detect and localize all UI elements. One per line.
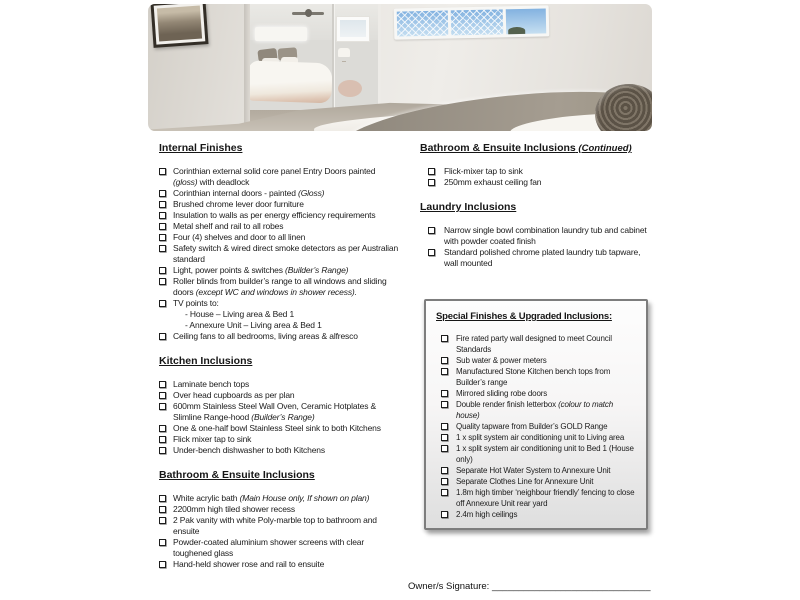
checklist-item <box>159 199 399 210</box>
checklist-item <box>436 399 638 421</box>
item-text: Fire rated party wall designed to meet Council Standards <box>456 334 612 354</box>
signature-line: ______________________________ <box>491 581 651 592</box>
checklist-item <box>159 493 399 504</box>
item-text: Standard polished chrome plated laundry tub tapware, wall mounted <box>444 247 641 268</box>
checklist-item <box>159 331 399 342</box>
checklist-item <box>420 247 656 269</box>
checkbox-icon <box>441 467 448 474</box>
checklist-item <box>436 476 638 487</box>
checkbox-icon <box>159 267 166 274</box>
checklist-item <box>436 509 638 520</box>
checkbox-icon <box>159 561 166 568</box>
section-heading: Bathroom & Ensuite Inclusions <box>159 469 315 481</box>
photo-mirror-panel-divider <box>332 4 334 125</box>
photo-picture-mat <box>154 4 206 45</box>
checklist-item <box>159 559 399 570</box>
section-laundry-inclusions <box>420 201 656 269</box>
checklist-item <box>159 188 399 199</box>
section-internal-finishes <box>159 142 399 342</box>
item-text: Powder-coated aluminium shower screens with clear toughened glass <box>173 537 365 558</box>
checkbox-icon <box>441 401 448 408</box>
signature-row <box>408 581 650 592</box>
checkbox-icon <box>441 368 448 375</box>
checkbox-icon <box>441 489 448 496</box>
checkbox-icon <box>428 227 435 234</box>
checklist-item <box>436 355 638 366</box>
checklist-item <box>436 487 638 509</box>
checklist-item <box>159 401 399 423</box>
item-text: 2200mm high tiled shower recess <box>173 504 295 514</box>
photo-high-window <box>394 5 550 39</box>
special-inclusions-box <box>424 299 648 530</box>
bedroom-photo <box>148 4 652 131</box>
item-text: Manufactured Stone Kitchen bench tops from Builder’s range <box>456 367 611 387</box>
checkbox-icon <box>428 179 435 186</box>
checkbox-icon <box>159 234 166 241</box>
checkbox-icon <box>159 201 166 208</box>
item-text: Four (4) shelves and door to all linen <box>173 232 306 242</box>
item-text: Mirrored sliding robe doors <box>456 389 548 398</box>
item-text: Narrow single bowl combination laundry tub and cabinet with powder coated finish <box>444 225 647 246</box>
checklist-item <box>420 166 656 177</box>
checklist-item <box>436 432 638 443</box>
photo-bed-duvet-reflection <box>250 61 333 104</box>
item-text: Laminate bench tops <box>173 379 250 389</box>
checklist-item <box>159 515 399 537</box>
checkbox-icon <box>159 517 166 524</box>
checklist-item <box>159 232 399 243</box>
checkbox-icon <box>159 278 166 285</box>
section-heading: Laundry Inclusions <box>420 201 517 213</box>
photo-knitted-cushion <box>595 84 652 131</box>
checklist-item <box>159 390 399 401</box>
item-text: Light, power points & switches (Builder’s Range) <box>173 265 349 275</box>
photo-lamp-reflection <box>338 48 350 57</box>
checkbox-icon <box>159 223 166 230</box>
item-text: Sub water & power meters <box>456 356 547 365</box>
item-text: 2 Pak vanity with white Poly-marble top to bathroom and ensuite <box>173 515 377 536</box>
item-text: White acrylic bath (Main House only, If shown on plan) <box>173 493 370 503</box>
checkbox-icon <box>159 168 166 175</box>
checkbox-icon <box>441 511 448 518</box>
item-text: Ceiling fans to all bedrooms, living areas & alfresco <box>173 331 358 341</box>
checkbox-icon <box>441 390 448 397</box>
section-kitchen-inclusions <box>159 355 399 456</box>
photo-framed-picture <box>150 4 208 48</box>
checklist-item <box>159 166 399 188</box>
right-column <box>420 142 656 269</box>
item-text: 600mm Stainless Steel Wall Oven, Ceramic Hotplates & Slimline Range-hood (Builder’s Range) <box>173 401 377 422</box>
photo-window-pane-lattice <box>397 10 449 36</box>
item-text: Insulation to walls as per energy efficiency requirements <box>173 210 376 220</box>
item-text: Metal shelf and rail to all robes <box>173 221 284 231</box>
item-text: Flick mixer tap to sink <box>173 434 252 444</box>
checklist-item <box>436 388 638 399</box>
section-heading-text: Special Finishes & Upgraded Inclusions: <box>436 311 612 322</box>
checkbox-icon <box>441 335 448 342</box>
photo-mirror-window-pane <box>340 20 366 37</box>
item-text: Corinthian external solid core panel Entry Doors painted (gloss) with deadlock <box>173 166 376 187</box>
section-heading: Kitchen Inclusions <box>159 355 253 367</box>
section-bathroom-ensuite-inclusions <box>159 469 399 570</box>
checklist-item <box>159 537 399 559</box>
photo-window-pane-sky <box>506 8 547 34</box>
checklist-item <box>159 379 399 390</box>
item-text: 2.4m high ceilings <box>456 510 518 519</box>
checklist-item <box>420 225 656 247</box>
item-text: TV points to: <box>173 298 219 308</box>
checkbox-icon <box>159 333 166 340</box>
item-text: Under-bench dishwasher to both Kitchens <box>173 445 325 455</box>
checkbox-icon <box>441 357 448 364</box>
left-column <box>159 142 399 570</box>
checklist-item <box>436 465 638 476</box>
item-text: 1 x split system air conditioning unit to Bed 1 (House only) <box>456 444 634 464</box>
item-text: Separate Clothes Line for Annexure Unit <box>456 477 594 486</box>
item-text: Quality tapware from Builder’s GOLD Range <box>456 422 608 431</box>
item-text: Brushed chrome lever door furniture <box>173 199 304 209</box>
item-text: 1.8m high timber ‘neighbour friendly’ fencing to close off Annexure Unit rear yard <box>456 488 635 508</box>
checklist-item <box>159 423 399 434</box>
checkbox-icon <box>159 212 166 219</box>
photo-mirror-window-reflection <box>336 16 370 42</box>
checkbox-icon <box>159 245 166 252</box>
item-text: Separate Hot Water System to Annexure Unit <box>456 466 611 475</box>
checkbox-icon <box>159 300 166 307</box>
item-text: Hand-held shower rose and rail to ensuite <box>173 559 325 569</box>
section-heading-suffix: (Continued) <box>575 143 632 154</box>
checkbox-icon <box>428 168 435 175</box>
checkbox-icon <box>159 425 166 432</box>
item-text: Flick-mixer tap to sink <box>444 166 523 176</box>
checklist-item <box>159 243 399 265</box>
checkbox-icon <box>441 478 448 485</box>
checklist-item <box>159 445 399 456</box>
section-bathroom-ensuite-inclusions <box>420 142 656 188</box>
photo-window-pane-lattice <box>451 9 503 35</box>
photo-mirror-window-glow <box>255 27 307 41</box>
item-text: One & one-half bowl Stainless Steel sink to both Kitchens <box>173 423 381 433</box>
signature-label: Owner/s Signature: <box>408 581 490 592</box>
checklist-item <box>159 504 399 515</box>
checkbox-icon <box>159 495 166 502</box>
section-heading <box>436 310 638 323</box>
item-text: 1 x split system air conditioning unit to Living area <box>456 433 625 442</box>
photo-ottoman-reflection <box>338 80 362 97</box>
checkbox-icon <box>159 392 166 399</box>
checklist-item <box>159 276 399 298</box>
item-text: Double render finish letterbox (colour to match house) <box>456 400 614 420</box>
checkbox-icon <box>159 381 166 388</box>
checkbox-icon <box>159 403 166 410</box>
checkbox-icon <box>159 506 166 513</box>
checklist-item <box>436 333 638 355</box>
checklist-item <box>159 434 399 445</box>
checklist-item <box>159 265 399 276</box>
sub-item: - House – Living area & Bed 1 <box>185 309 295 319</box>
checkbox-icon <box>441 423 448 430</box>
checklist-item <box>436 366 638 388</box>
checklist-item <box>420 177 656 188</box>
checkbox-icon <box>441 434 448 441</box>
section-heading: Bathroom & Ensuite Inclusions (Continued) <box>420 142 632 154</box>
item-text: Safety switch & wired direct smoke detectors as per Australian standard <box>173 243 399 264</box>
photo-picture-art <box>157 6 202 42</box>
section-heading: Internal Finishes <box>159 142 243 154</box>
item-text: 250mm exhaust ceiling fan <box>444 177 542 187</box>
photo-ceiling-fan-hub <box>305 9 312 17</box>
checklist-item <box>159 298 399 309</box>
checkbox-icon <box>428 249 435 256</box>
checklist-item <box>436 421 638 432</box>
item-text: Roller blinds from builder’s range to all windows and sliding doors (except WC and windows in shower recess). <box>173 276 387 297</box>
checkbox-icon <box>159 539 166 546</box>
photo-tree-silhouette <box>508 27 525 34</box>
item-text: Corinthian internal doors - painted (Gloss) <box>173 188 325 198</box>
item-text: Over head cupboards as per plan <box>173 390 295 400</box>
checkbox-icon <box>159 190 166 197</box>
checkbox-icon <box>159 436 166 443</box>
checkbox-icon <box>159 447 166 454</box>
sub-item: - Annexure Unit – Living area & Bed 1 <box>185 320 322 330</box>
checkbox-icon <box>441 445 448 452</box>
checklist-item <box>159 221 399 232</box>
checklist-item <box>159 210 399 221</box>
checklist-item <box>436 443 638 465</box>
